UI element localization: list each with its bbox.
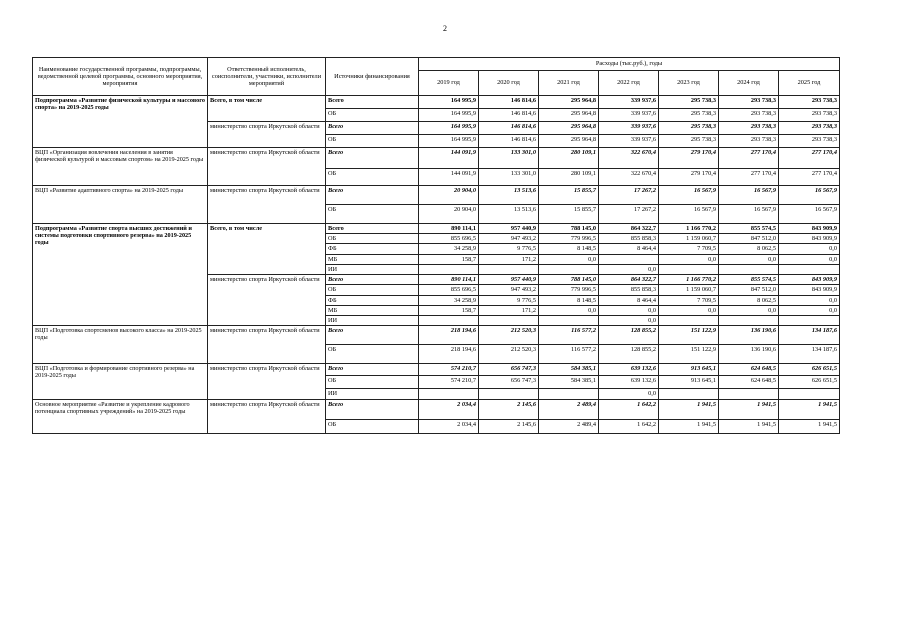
value-cell <box>659 316 719 326</box>
value-cell: 277 170,4 <box>779 148 840 169</box>
executor-cell: Всего, в том числе <box>208 96 326 122</box>
table-row <box>33 400 840 420</box>
executor-cell: министерство спорта Иркутской области <box>208 148 326 186</box>
value-cell: 34 258,9 <box>419 295 479 305</box>
value-cell <box>479 316 539 326</box>
table-row <box>33 186 840 205</box>
value-cell: 293 738,3 <box>719 122 779 135</box>
value-cell: 855 696,5 <box>419 234 479 244</box>
value-cell: 16 567,9 <box>659 186 719 205</box>
value-cell <box>779 264 840 274</box>
value-cell: 279 170,4 <box>659 169 719 186</box>
value-cell: 295 738,3 <box>659 96 719 109</box>
value-cell: 2 145,6 <box>479 400 539 420</box>
value-cell: 913 645,1 <box>659 364 719 376</box>
executor-cell: министерство спорта Иркутской области <box>208 326 326 364</box>
value-cell: 0,0 <box>779 295 840 305</box>
executor-cell: министерство спорта Иркутской области <box>208 275 326 326</box>
header-year: 2019 год <box>419 71 479 96</box>
value-cell: 133 301,0 <box>479 148 539 169</box>
source-cell: Всего <box>326 364 419 376</box>
source-cell: ОБ <box>326 345 419 364</box>
value-cell: 656 747,3 <box>479 364 539 376</box>
value-cell: 0,0 <box>779 254 840 264</box>
value-cell: 9 776,5 <box>479 244 539 254</box>
value-cell: 0,0 <box>779 244 840 254</box>
value-cell <box>659 389 719 400</box>
value-cell: 171,2 <box>479 305 539 315</box>
value-cell: 277 170,4 <box>719 169 779 186</box>
value-cell: 639 132,6 <box>599 364 659 376</box>
program-name-cell: Подпрограмма «Развитие спорта высших достижений и системы подготовки спортивного резерва» на 2019-2025 годы <box>33 224 208 326</box>
value-cell: 116 577,2 <box>539 326 599 345</box>
header-year: 2023 год <box>659 71 719 96</box>
header-executor: Ответственный исполнитель, соисполнители, участники, исполнители мероприятий <box>208 58 326 96</box>
value-cell: 164 995,9 <box>419 122 479 135</box>
value-cell: 295 964,8 <box>539 96 599 109</box>
value-cell: 339 937,6 <box>599 122 659 135</box>
value-cell: 0,0 <box>599 305 659 315</box>
value-cell: 2 034,4 <box>419 400 479 420</box>
value-cell: 212 520,3 <box>479 345 539 364</box>
value-cell: 957 440,9 <box>479 275 539 285</box>
value-cell: 293 738,3 <box>719 96 779 109</box>
value-cell: 2 489,4 <box>539 400 599 420</box>
value-cell: 7 709,5 <box>659 295 719 305</box>
value-cell <box>539 264 599 274</box>
value-cell: 280 109,1 <box>539 169 599 186</box>
executor-cell: министерство спорта Иркутской области <box>208 186 326 224</box>
value-cell: 574 210,7 <box>419 376 479 389</box>
value-cell: 164 995,9 <box>419 109 479 122</box>
table-row <box>33 364 840 376</box>
value-cell: 146 814,6 <box>479 96 539 109</box>
header-row-top <box>33 58 840 71</box>
value-cell: 1 642,2 <box>599 400 659 420</box>
value-cell: 164 995,9 <box>419 135 479 148</box>
value-cell: 2 145,6 <box>479 420 539 434</box>
table-row <box>33 148 840 169</box>
value-cell: 134 187,6 <box>779 326 840 345</box>
value-cell: 295 738,3 <box>659 122 719 135</box>
value-cell: 15 855,7 <box>539 186 599 205</box>
value-cell: 624 648,5 <box>719 376 779 389</box>
value-cell: 293 738,3 <box>779 122 840 135</box>
value-cell: 8 464,4 <box>599 295 659 305</box>
value-cell: 1 941,5 <box>659 420 719 434</box>
value-cell: 913 645,1 <box>659 376 719 389</box>
source-cell: ФБ <box>326 244 419 254</box>
value-cell: 20 904,0 <box>419 205 479 224</box>
source-cell: ИИ <box>326 264 419 274</box>
source-cell: ОБ <box>326 234 419 244</box>
value-cell: 164 995,9 <box>419 96 479 109</box>
value-cell: 212 520,3 <box>479 326 539 345</box>
value-cell: 843 909,9 <box>779 234 840 244</box>
value-cell: 1 941,5 <box>779 420 840 434</box>
source-cell: ОБ <box>326 285 419 295</box>
value-cell: 128 855,2 <box>599 345 659 364</box>
value-cell: 295 964,8 <box>539 122 599 135</box>
value-cell: 1 941,5 <box>719 400 779 420</box>
executor-cell: министерство спорта Иркутской области <box>208 122 326 148</box>
value-cell: 656 747,3 <box>479 376 539 389</box>
value-cell: 1 159 060,7 <box>659 285 719 295</box>
source-cell: МБ <box>326 305 419 315</box>
value-cell: 13 513,6 <box>479 205 539 224</box>
value-cell: 293 738,3 <box>779 96 840 109</box>
value-cell: 144 091,9 <box>419 169 479 186</box>
value-cell: 7 709,5 <box>659 244 719 254</box>
value-cell: 1 941,5 <box>659 400 719 420</box>
source-cell: Всего <box>326 122 419 135</box>
value-cell: 626 651,5 <box>779 364 840 376</box>
value-cell <box>779 316 840 326</box>
value-cell: 0,0 <box>719 254 779 264</box>
value-cell: 13 513,6 <box>479 186 539 205</box>
value-cell: 855 696,5 <box>419 285 479 295</box>
value-cell <box>719 264 779 274</box>
value-cell: 1 642,2 <box>599 420 659 434</box>
value-cell: 17 267,2 <box>599 186 659 205</box>
value-cell: 339 937,6 <box>599 96 659 109</box>
value-cell: 322 670,4 <box>599 148 659 169</box>
value-cell: 624 648,5 <box>719 364 779 376</box>
value-cell <box>419 316 479 326</box>
value-cell: 855 574,5 <box>719 275 779 285</box>
value-cell: 339 937,6 <box>599 135 659 148</box>
source-cell: Всего <box>326 148 419 169</box>
value-cell <box>779 389 840 400</box>
header-year: 2024 год <box>719 71 779 96</box>
value-cell: 293 738,3 <box>719 109 779 122</box>
value-cell: 626 651,5 <box>779 376 840 389</box>
source-cell: МБ <box>326 254 419 264</box>
value-cell: 2 489,4 <box>539 420 599 434</box>
value-cell: 144 091,9 <box>419 148 479 169</box>
program-name-cell: Подпрограмма «Развитие физической культуры и массового спорта» на 2019-2025 годы <box>33 96 208 148</box>
value-cell: 779 996,5 <box>539 234 599 244</box>
source-cell: ОБ <box>326 205 419 224</box>
value-cell: 1 159 060,7 <box>659 234 719 244</box>
value-cell <box>479 389 539 400</box>
value-cell: 855 574,5 <box>719 224 779 234</box>
value-cell: 843 909,9 <box>779 275 840 285</box>
value-cell: 146 814,6 <box>479 109 539 122</box>
header-year: 2025 год <box>779 71 840 96</box>
value-cell: 136 190,6 <box>719 326 779 345</box>
value-cell: 0,0 <box>539 305 599 315</box>
header-year: 2020 год <box>479 71 539 96</box>
value-cell: 788 145,0 <box>539 275 599 285</box>
source-cell: ФБ <box>326 295 419 305</box>
source-cell: ОБ <box>326 376 419 389</box>
value-cell: 295 738,3 <box>659 109 719 122</box>
table-row <box>33 224 840 234</box>
value-cell: 584 385,1 <box>539 364 599 376</box>
value-cell: 151 122,9 <box>659 326 719 345</box>
value-cell: 16 567,9 <box>719 186 779 205</box>
expenses-table <box>32 57 840 434</box>
value-cell: 574 210,7 <box>419 364 479 376</box>
value-cell: 855 858,3 <box>599 234 659 244</box>
table-row <box>33 96 840 109</box>
source-cell: ОБ <box>326 135 419 148</box>
value-cell <box>539 316 599 326</box>
value-cell: 788 145,0 <box>539 224 599 234</box>
header-expenses: Расходы (тыс.руб.), годы <box>419 58 840 71</box>
source-cell: Всего <box>326 224 419 234</box>
value-cell: 293 738,3 <box>779 109 840 122</box>
value-cell: 890 114,1 <box>419 224 479 234</box>
value-cell <box>719 316 779 326</box>
value-cell: 322 670,4 <box>599 169 659 186</box>
executor-cell: министерство спорта Иркутской области <box>208 364 326 400</box>
value-cell: 947 493,2 <box>479 285 539 295</box>
value-cell: 843 909,9 <box>779 224 840 234</box>
source-cell: Всего <box>326 275 419 285</box>
value-cell: 146 814,6 <box>479 135 539 148</box>
source-cell: Всего <box>326 186 419 205</box>
value-cell: 280 109,1 <box>539 148 599 169</box>
source-cell: Всего <box>326 326 419 345</box>
value-cell: 16 567,9 <box>719 205 779 224</box>
value-cell: 779 996,5 <box>539 285 599 295</box>
value-cell: 218 194,6 <box>419 345 479 364</box>
value-cell: 339 937,6 <box>599 109 659 122</box>
value-cell: 295 964,8 <box>539 135 599 148</box>
value-cell: 584 385,1 <box>539 376 599 389</box>
header-source: Источники финансирования <box>326 58 419 96</box>
source-cell: ИИ <box>326 316 419 326</box>
source-cell: ОБ <box>326 420 419 434</box>
executor-cell: министерство спорта Иркутской области <box>208 400 326 434</box>
source-cell: Всего <box>326 96 419 109</box>
value-cell <box>539 389 599 400</box>
value-cell: 128 855,2 <box>599 326 659 345</box>
value-cell: 134 187,6 <box>779 345 840 364</box>
value-cell: 136 190,6 <box>719 345 779 364</box>
value-cell: 847 512,0 <box>719 285 779 295</box>
value-cell: 17 267,2 <box>599 205 659 224</box>
value-cell: 0,0 <box>599 389 659 400</box>
value-cell: 146 814,6 <box>479 122 539 135</box>
value-cell: 171,2 <box>479 254 539 264</box>
value-cell: 279 170,4 <box>659 148 719 169</box>
value-cell: 0,0 <box>539 254 599 264</box>
value-cell: 15 855,7 <box>539 205 599 224</box>
value-cell: 8 464,4 <box>599 244 659 254</box>
source-cell: ИИ <box>326 389 419 400</box>
value-cell: 0,0 <box>599 264 659 274</box>
table-row <box>33 326 840 345</box>
value-cell <box>659 264 719 274</box>
value-cell: 957 440,9 <box>479 224 539 234</box>
page-number: 2 <box>443 24 447 33</box>
value-cell: 277 170,4 <box>719 148 779 169</box>
value-cell: 116 577,2 <box>539 345 599 364</box>
value-cell: 1 941,5 <box>779 400 840 420</box>
header-name: Наименование государственной программы, подпрограммы, ведомственной целевой программы, основного мероприятия, мероприятия <box>33 58 208 96</box>
program-name-cell: ВЦП «Подготовка и формирование спортивного резерва» на 2019-2025 годы <box>33 364 208 400</box>
value-cell: 295 964,8 <box>539 109 599 122</box>
program-name-cell: Основное мероприятие «Развитие и укрепление кадрового потенциала спортивных учреждений» на 2019-2025 годы <box>33 400 208 434</box>
value-cell: 0,0 <box>599 316 659 326</box>
program-name-cell: ВЦП «Развитие адаптивного спорта» на 2019-2025 годы <box>33 186 208 224</box>
source-cell: ОБ <box>326 169 419 186</box>
value-cell: 8 148,5 <box>539 244 599 254</box>
document-table-wrapper <box>32 57 840 434</box>
value-cell <box>719 389 779 400</box>
value-cell: 855 858,3 <box>599 285 659 295</box>
value-cell <box>479 264 539 274</box>
value-cell: 34 258,9 <box>419 244 479 254</box>
value-cell <box>419 264 479 274</box>
header-year: 2022 год <box>599 71 659 96</box>
value-cell: 16 567,9 <box>659 205 719 224</box>
value-cell: 1 941,5 <box>719 420 779 434</box>
value-cell: 158,7 <box>419 254 479 264</box>
value-cell: 0,0 <box>779 305 840 315</box>
value-cell: 8 148,5 <box>539 295 599 305</box>
value-cell: 2 034,4 <box>419 420 479 434</box>
value-cell: 151 122,9 <box>659 345 719 364</box>
value-cell: 293 738,3 <box>779 135 840 148</box>
value-cell: 16 567,9 <box>779 186 840 205</box>
value-cell: 20 904,0 <box>419 186 479 205</box>
value-cell: 843 909,9 <box>779 285 840 295</box>
value-cell: 639 132,6 <box>599 376 659 389</box>
program-name-cell: ВЦП «Организация вовлечения населения в занятия физической культурой и массовым спортом» на 2019-2025 годы <box>33 148 208 186</box>
value-cell: 847 512,0 <box>719 234 779 244</box>
value-cell <box>419 389 479 400</box>
value-cell: 947 493,2 <box>479 234 539 244</box>
value-cell: 864 322,7 <box>599 275 659 285</box>
value-cell: 0,0 <box>659 305 719 315</box>
value-cell: 0,0 <box>659 254 719 264</box>
value-cell <box>599 254 659 264</box>
value-cell: 218 194,6 <box>419 326 479 345</box>
header-year: 2021 год <box>539 71 599 96</box>
value-cell: 1 166 770,2 <box>659 224 719 234</box>
value-cell: 133 301,0 <box>479 169 539 186</box>
table-body <box>33 96 840 434</box>
executor-cell: Всего, в том числе <box>208 224 326 275</box>
value-cell: 295 738,3 <box>659 135 719 148</box>
value-cell: 8 062,5 <box>719 244 779 254</box>
source-cell: Всего <box>326 400 419 420</box>
value-cell: 8 062,5 <box>719 295 779 305</box>
value-cell: 864 322,7 <box>599 224 659 234</box>
value-cell: 293 738,3 <box>719 135 779 148</box>
value-cell: 9 776,5 <box>479 295 539 305</box>
value-cell: 16 567,9 <box>779 205 840 224</box>
source-cell: ОБ <box>326 109 419 122</box>
value-cell: 1 166 770,2 <box>659 275 719 285</box>
program-name-cell: ВЦП «Подготовка спортсменов высокого класса» на 2019-2025 годы <box>33 326 208 364</box>
value-cell: 0,0 <box>719 305 779 315</box>
value-cell: 890 114,1 <box>419 275 479 285</box>
value-cell: 158,7 <box>419 305 479 315</box>
value-cell: 277 170,4 <box>779 169 840 186</box>
